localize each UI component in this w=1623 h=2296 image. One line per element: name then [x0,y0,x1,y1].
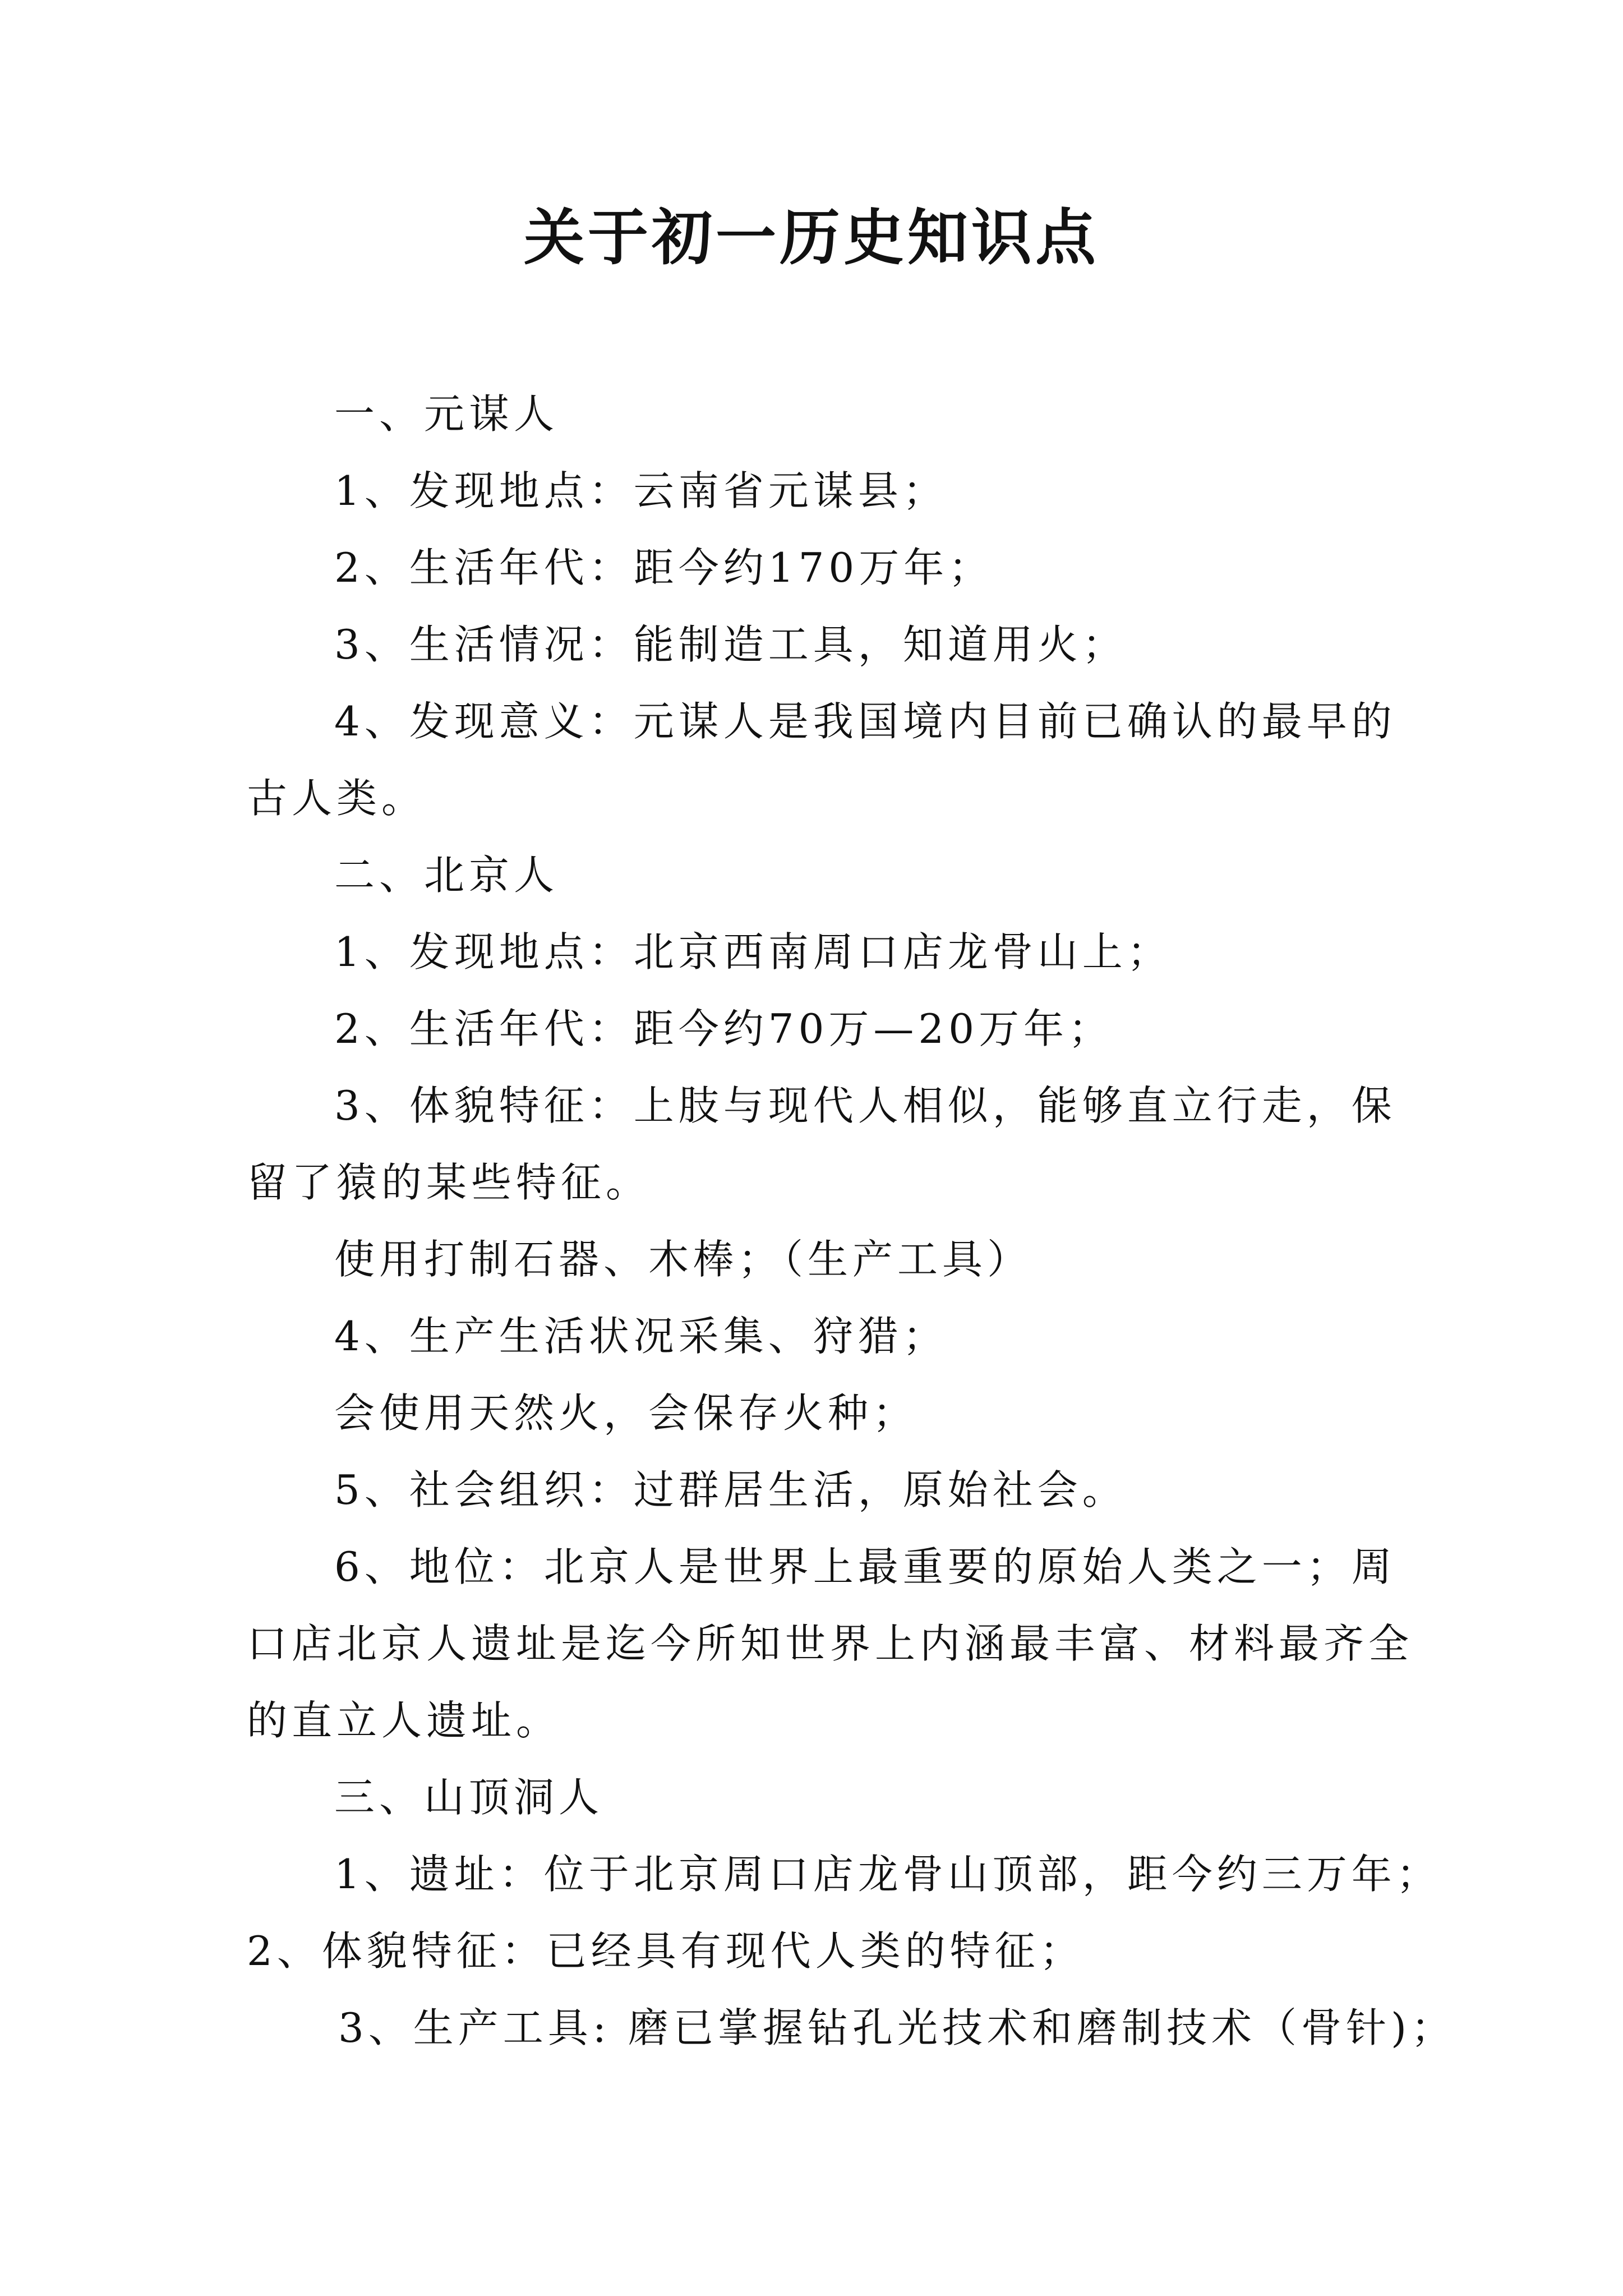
paragraph-line: 3、生活情况：能制造工具，知道用火； [334,621,1127,668]
paragraph-line: 口店北京人遗址是迄今所知世界上内涵最丰富、材料最齐全 [247,1620,1414,1667]
section-heading-yuanmou: 一、元谋人 [334,390,559,438]
page-title: 关于初一历史知识点 [523,203,1099,273]
paragraph-line: 1、遗址：位于北京周口店龙骨山顶部，距今约三万年； [334,1851,1441,1898]
paragraph-line: 3、体貌特征：上肢与现代人相似，能够直立行走，保 [334,1082,1396,1129]
paragraph-line: 2、体貌特征：已经具有现代人类的特征； [247,1927,1085,1975]
paragraph-line: 的直立人遗址。 [247,1697,561,1744]
section-heading-shandingdong: 三、山顶洞人 [334,1774,604,1821]
paragraph-line: 使用打制石器、木棒；（生产工具） [334,1236,1032,1283]
paragraph-line: 1、发现地点：云南省元谋县； [334,467,948,514]
paragraph-line: 2、生活年代：距今约70万—20万年； [334,1005,1114,1052]
paragraph-line: 4、发现意义：元谋人是我国境内目前已确认的最早的 [334,698,1396,745]
section-heading-beijing: 二、北京人 [334,852,559,899]
paragraph-line: 3、生产工具: 磨已掌握钻孔光技术和磨制技术（骨针)； [338,2004,1456,2051]
document-body [247,376,1456,2067]
paragraph-line: 2、生活年代：距今约170万年； [334,544,994,591]
paragraph-line: 5、社会组织：过群居生活，原始社会。 [334,1466,1127,1513]
paragraph-line: 4、生产生活状况采集、狩猎； [334,1313,948,1360]
paragraph-line: 6、地位：北京人是世界上最重要的原始人类之一；周 [334,1543,1396,1590]
paragraph-line: 1、发现地点：北京西南周口店龙骨山上； [334,928,1172,976]
paragraph-line: 会使用天然火，会保存火种； [334,1389,918,1437]
paragraph-line: 留了猿的某些特征。 [247,1159,651,1206]
paragraph-line: 古人类。 [247,775,427,822]
